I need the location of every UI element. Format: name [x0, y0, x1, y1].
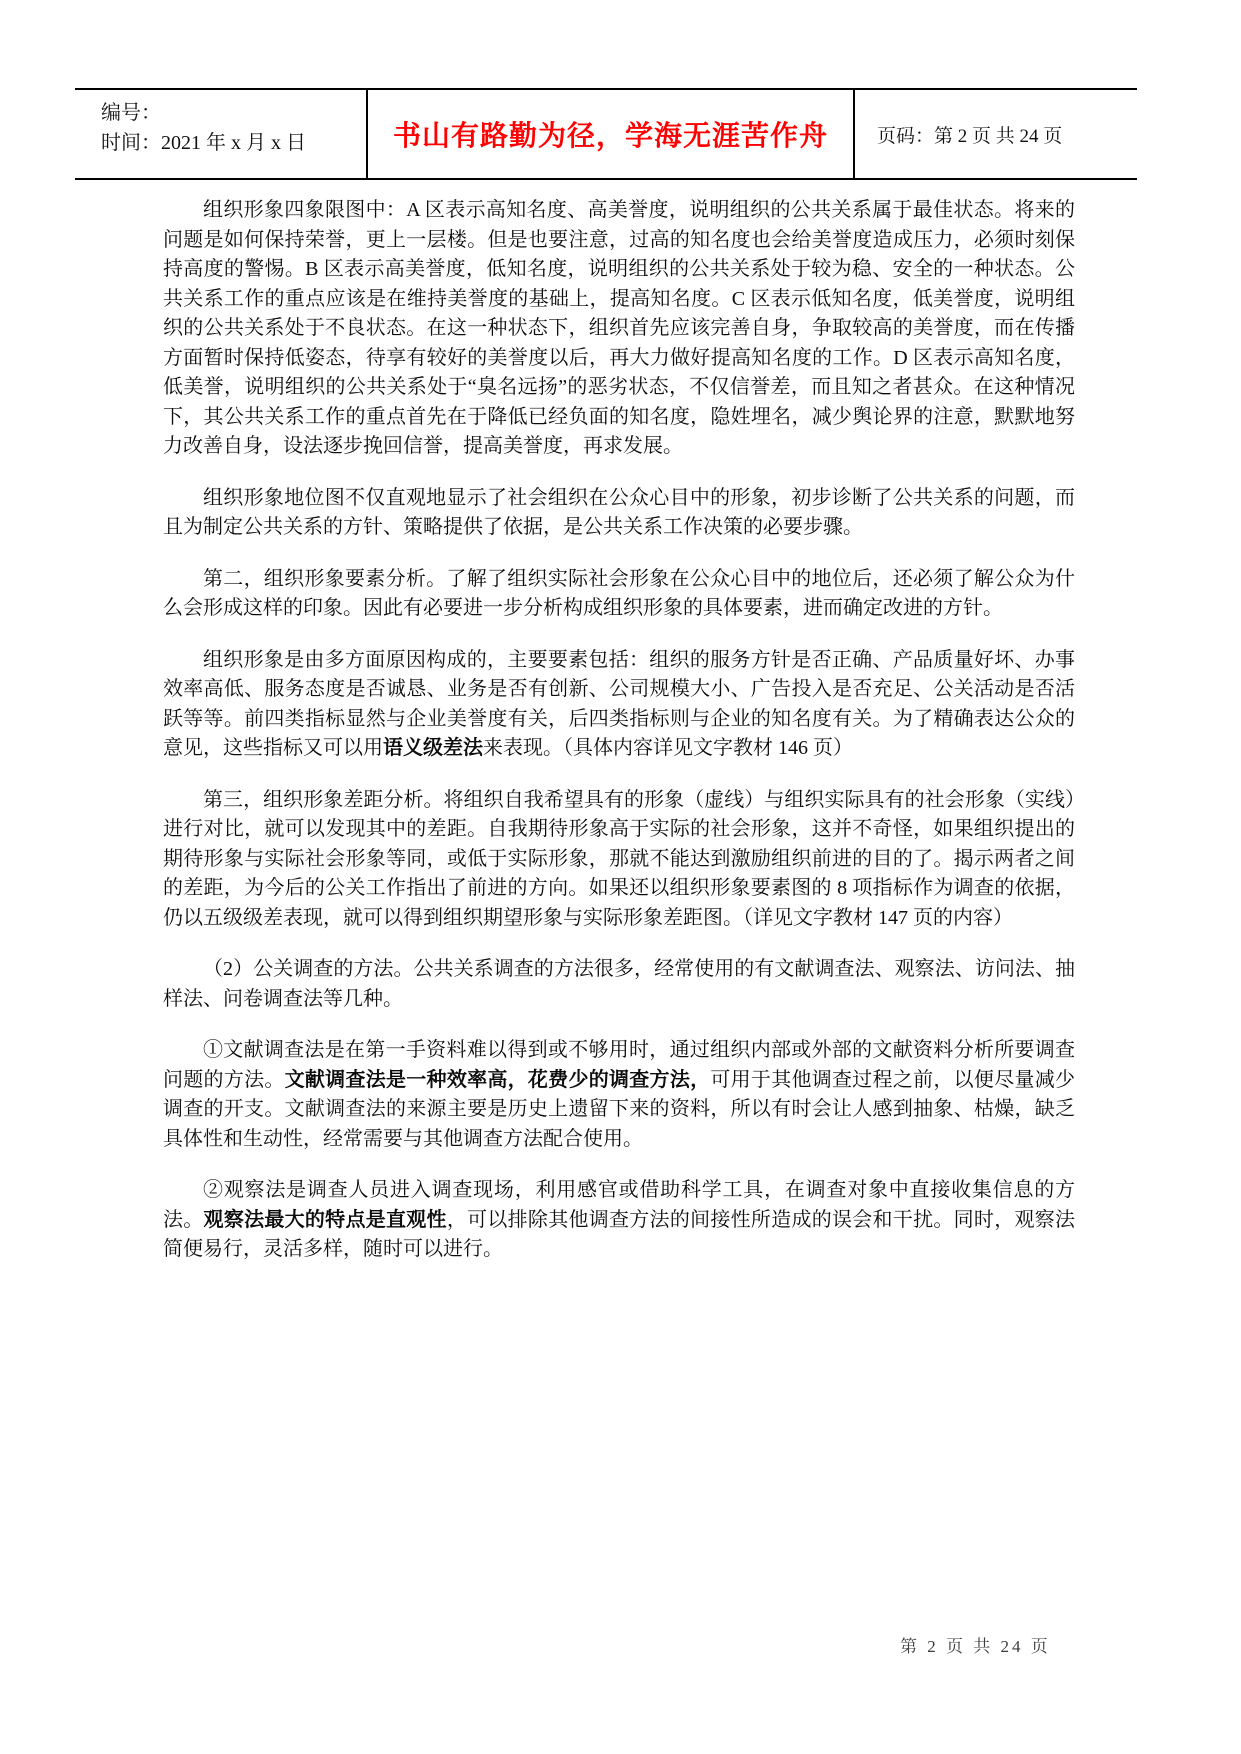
- text-run: 第三，组织形象差距分析。将组织自我希望具有的形象（虚线）与组织实际具有的社会形象（实线）进行对比，就可以发现其中的差距。自我期待形象高于实际的社会形象，这并不奇怪，如果组织提出的期待形象与实际社会形象等同，或低于实际形象，那就不能达到激励组织前进的目的了。揭示两者之间的差距，为今后的公关工作指出了前进的方向。如果还以组织形象要素图的 8 项指标作为调查的依据，仍以五级级差表现，就可以得到组织期望形象与实际形象差距图。（详见文字教材 147 页的内容）: [163, 788, 1075, 929]
- bold-text-run: 文献调查法是一种效率高，花费少的调查方法，: [284, 1068, 711, 1091]
- text-run: 组织形象四象限图中：A 区表示高知名度、高美誉度，说明组织的公共关系属于最佳状态。将来的问题是如何保持荣誉，更上一层楼。但是也要注意，过高的知名度也会给美誉度造成压力，必须时刻保持高度的警惕。B 区表示高美誉度，低知名度，说明组织的公共关系处于较为稳、安全的一种状态。公共关系工作的重点应该是在维持美誉度的基础上，提高知名度。C 区表示低知名度，低美誉度，说明组织的公共关系处于不良状态。在这一种状态下，组织首先应该完善自身，争取较高的美誉度，而在传播方面暂时保持低姿态，待享有较好的美誉度以后，再大力做好提高知名度的工作。D 区表示高知名度，低美誉，说明组织的公共关系处于“臭名远扬”的恶劣状态，不仅信誉差，而且知之者甚众。在这种情况下，其公共关系工作的重点首先在于降低已经负面的知名度，隐姓埋名，减少舆论界的注意，默默地努力改善自身，设法逐步挽回信誉，提高美誉度，再求发展。: [163, 199, 1075, 457]
- header-cell-banner: [368, 90, 855, 178]
- page-header-table: [75, 88, 1137, 180]
- text-run: ，可以排除其他调查方法的间接性所造成的误会和干扰。同时，观察法简便易行，灵活多样，随时可以进行。: [163, 1208, 1076, 1260]
- banner-text: 书山有路勤为径，学海无涯苦作舟: [392, 120, 828, 151]
- body-paragraph: [163, 786, 1075, 934]
- text-run: 组织形象是由多方面原因构成的，主要要素包括：组织的服务方针是否正确、产品质量好坏、办事效率高低、服务态度是否诚恳、业务是否有创新、公司规模大小、广告投入是否充足、公关活动是否活跃等等。前四类指标显然与企业美誉度有关，后四类指标则与企业的知名度有关。为了精确表达公众的意见，这些指标又可以用: [163, 648, 1075, 759]
- page-number-label: 页码：第 2 页 共 24 页: [877, 125, 1063, 147]
- body-paragraph: [163, 646, 1075, 764]
- text-run: （2）公关调查的方法。公共关系调查的方法很多，经常使用的有文献调查法、观察法、访问法、抽样法、问卷调查法等几种。: [163, 958, 1075, 1010]
- text-run: ①文献调查法是在第一手资料难以得到或不够用时，通过组织内部或外部的文献资料分析所要调查问题的方法。: [163, 1039, 1075, 1091]
- bold-text-run: 观察法最大的特点是直观性: [203, 1208, 447, 1231]
- body-paragraph: [163, 484, 1075, 543]
- text-run: 组织形象地位图不仅直观地显示了社会组织在公众心目中的形象，初步诊断了公共关系的问题，而且为制定公共关系的方针、策略提供了依据，是公共关系工作决策的必要步骤。: [163, 486, 1075, 538]
- bold-text-run: 语义级差法: [383, 737, 483, 759]
- text-run: 来表现。（具体内容详见文字教材 146 页）: [483, 737, 853, 759]
- text-run: 可用于其他调查过程之前，以便尽量减少调查的开支。文献调查法的来源主要是历史上遗留下来的资料，所以有时会让人感到抽象、枯燥，缺乏具体性和生动性，经常需要与其他调查方法配合使用。: [163, 1068, 1076, 1150]
- header-cell-meta: [75, 90, 368, 178]
- text-run: 第二，组织形象要素分析。了解了组织实际社会形象在公众心目中的地位后，还必须了解公众为什么会形成这样的印象。因此有必要进一步分析构成组织形象的具体要素，进而确定改进的方针。: [163, 567, 1075, 619]
- page-footer: [900, 1632, 1051, 1657]
- doc-date-label: 时间：2021 年 x 月 x 日: [101, 132, 306, 154]
- footer-page-number: 第 2 页 共 24 页: [900, 1637, 1051, 1656]
- body-paragraph: [163, 565, 1075, 624]
- text-run: ②观察法是调查人员进入调查现场，利用感官或借助科学工具，在调查对象中直接收集信息的方法。: [163, 1179, 1075, 1231]
- body-paragraph: [163, 1176, 1075, 1265]
- doc-number-label: 编号：: [101, 102, 161, 124]
- body-paragraph: [163, 196, 1075, 462]
- document-body: [163, 196, 1075, 1287]
- body-paragraph: [163, 955, 1075, 1014]
- body-paragraph: [163, 1036, 1075, 1154]
- header-cell-page: [855, 90, 1137, 178]
